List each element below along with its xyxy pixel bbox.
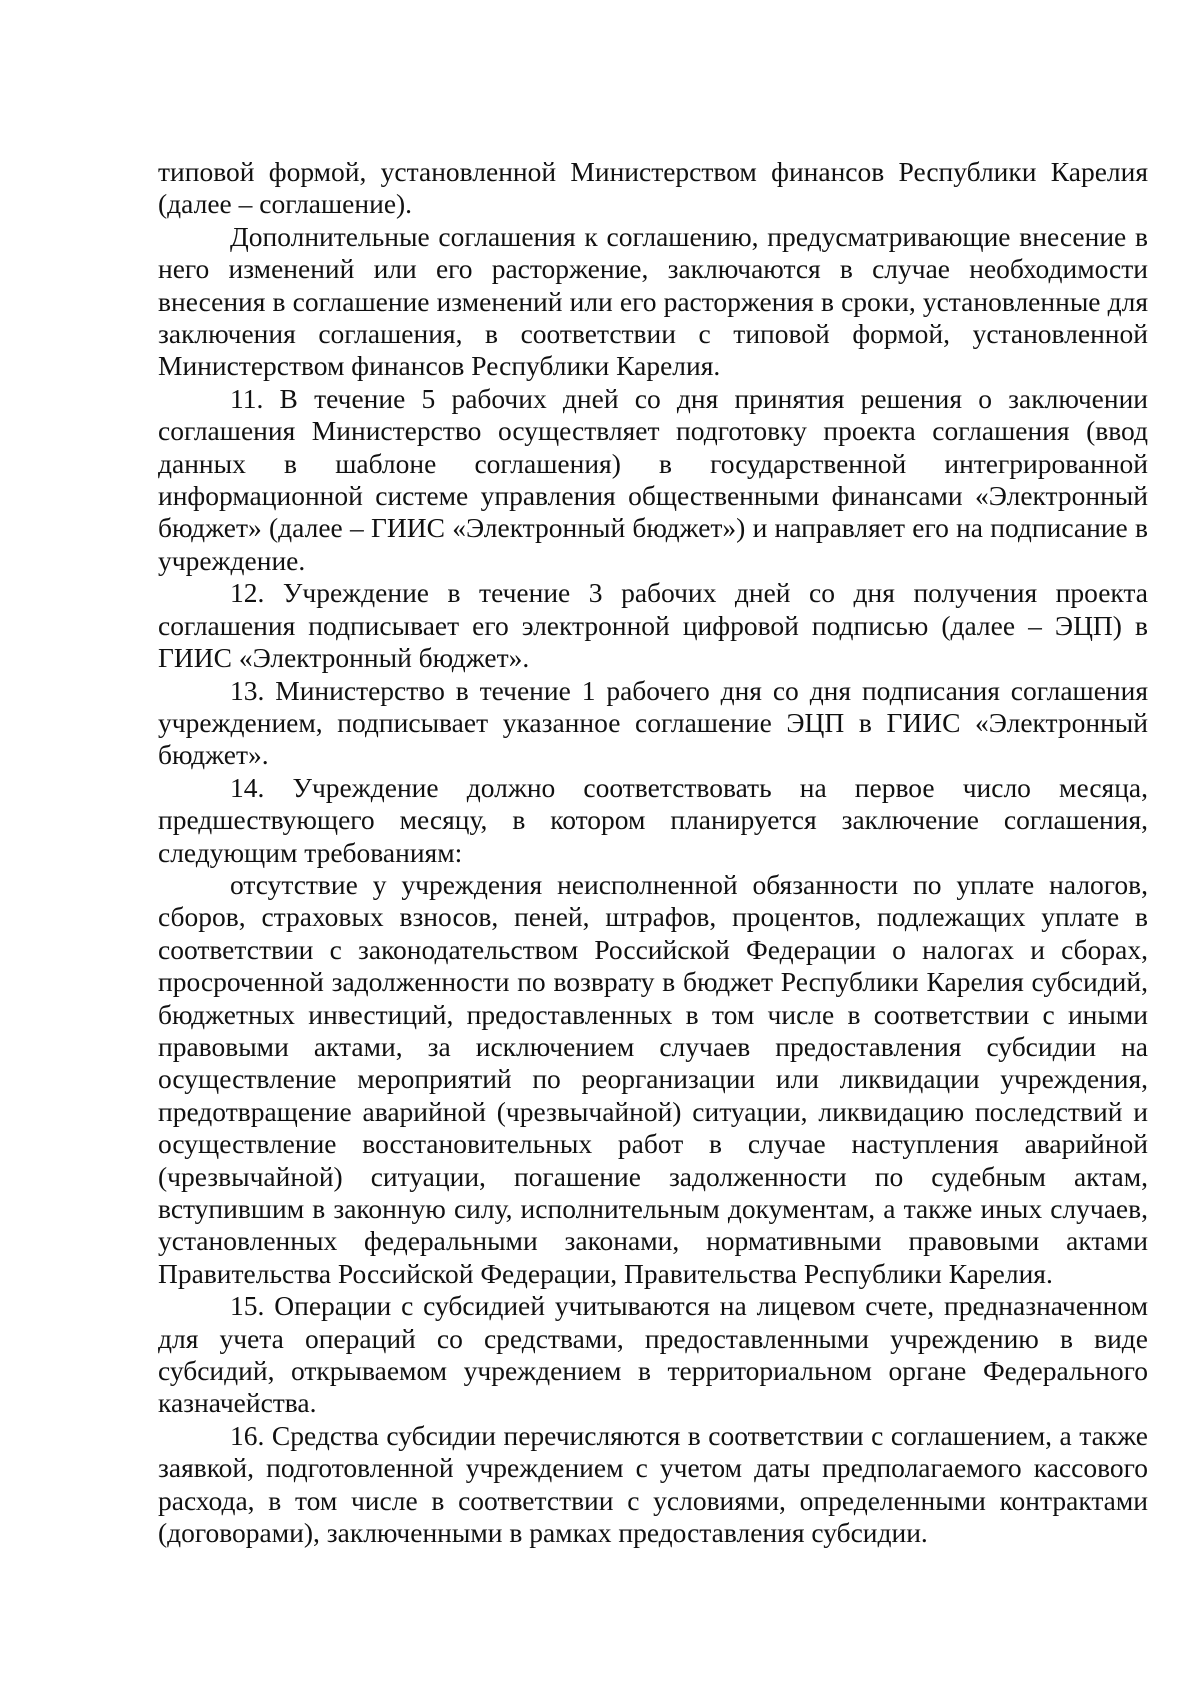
paragraph-additional-agreements: Дополнительные соглашения к соглашению, предусматривающие внесение в него изменений или его расторжение, заключаются в случае необходимости внесения в соглашение изменений или его расторжения в сроки, установленные для заключения соглашения, в соответствии с типовой формой, установленной Министерством финансов Республики Карелия. [158, 220, 1148, 382]
paragraph-requirement: отсутствие у учреждения неисполненной обязанности по уплате налогов, сборов, страховых взносов, пеней, штрафов, процентов, подлежащих уплате в соответствии с законодательством Российской Федерации о налогах и сборах, просроченной задолженности по возврату в бюджет Республики Карелия субсидий, бюджетных инвестиций, предоставленных в том числе в соответствии с иными правовыми актами, за исключением случаев предоставления субсидии на осуществление мероприятий по реорганизации или ликвидации учреждения, предотвращение аварийной (чрезвычайной) ситуации, ликвидацию последствий и осуществление восстановительных работ в случае наступления аварийной (чрезвычайной) ситуации, погашение задолженности по судебным актам, вступившим в законную силу, исполнительным документам, а также иных случаев, установленных федеральными законами, нормативными правовыми актами Правительства Российской Федерации, Правительства Республики Карелия. [158, 868, 1148, 1289]
paragraph-item-16: 16. Средства субсидии перечисляются в соответствии с соглашением, а также заявкой, подготовленной учреждением с учетом даты предполагаемого кассового расхода, в том числе в соответствии с условиями, определенными контрактами (договорами), заключенными в рамках предоставления субсидии. [158, 1419, 1148, 1549]
paragraph-continuation: типовой формой, установленной Министерством финансов Республики Карелия (далее – соглашение). [158, 156, 1148, 220]
paragraph-item-12: 12. Учреждение в течение 3 рабочих дней со дня получения проекта соглашения подписывает его электронной цифровой подписью (далее – ЭЦП) в ГИИС «Электронный бюджет». [158, 577, 1148, 674]
paragraph-item-11: 11. В течение 5 рабочих дней со дня принятия решения о заключении соглашения Министерство осуществляет подготовку проекта соглашения (ввод данных в шаблоне соглашения) в государственной интегрированной информационной системе управления общественными финансами «Электронный бюджет» (далее – ГИИС «Электронный бюджет») и направляет его на подписание в учреждение. [158, 382, 1148, 576]
paragraph-item-13: 13. Министерство в течение 1 рабочего дня со дня подписания соглашения учреждением, подписывает указанное соглашение ЭЦП в ГИИС «Электронный бюджет». [158, 674, 1148, 771]
paragraph-item-15: 15. Операции с субсидией учитываются на лицевом счете, предназначенном для учета операций со средствами, предоставленными учреждению в виде субсидий, открываемом учреждением в территориальном органе Федерального казначейства. [158, 1290, 1148, 1419]
document-page [158, 156, 1148, 1549]
paragraph-item-14: 14. Учреждение должно соответствовать на первое число месяца, предшествующего месяцу, в котором планируется заключение соглашения, следующим требованиям: [158, 771, 1148, 868]
